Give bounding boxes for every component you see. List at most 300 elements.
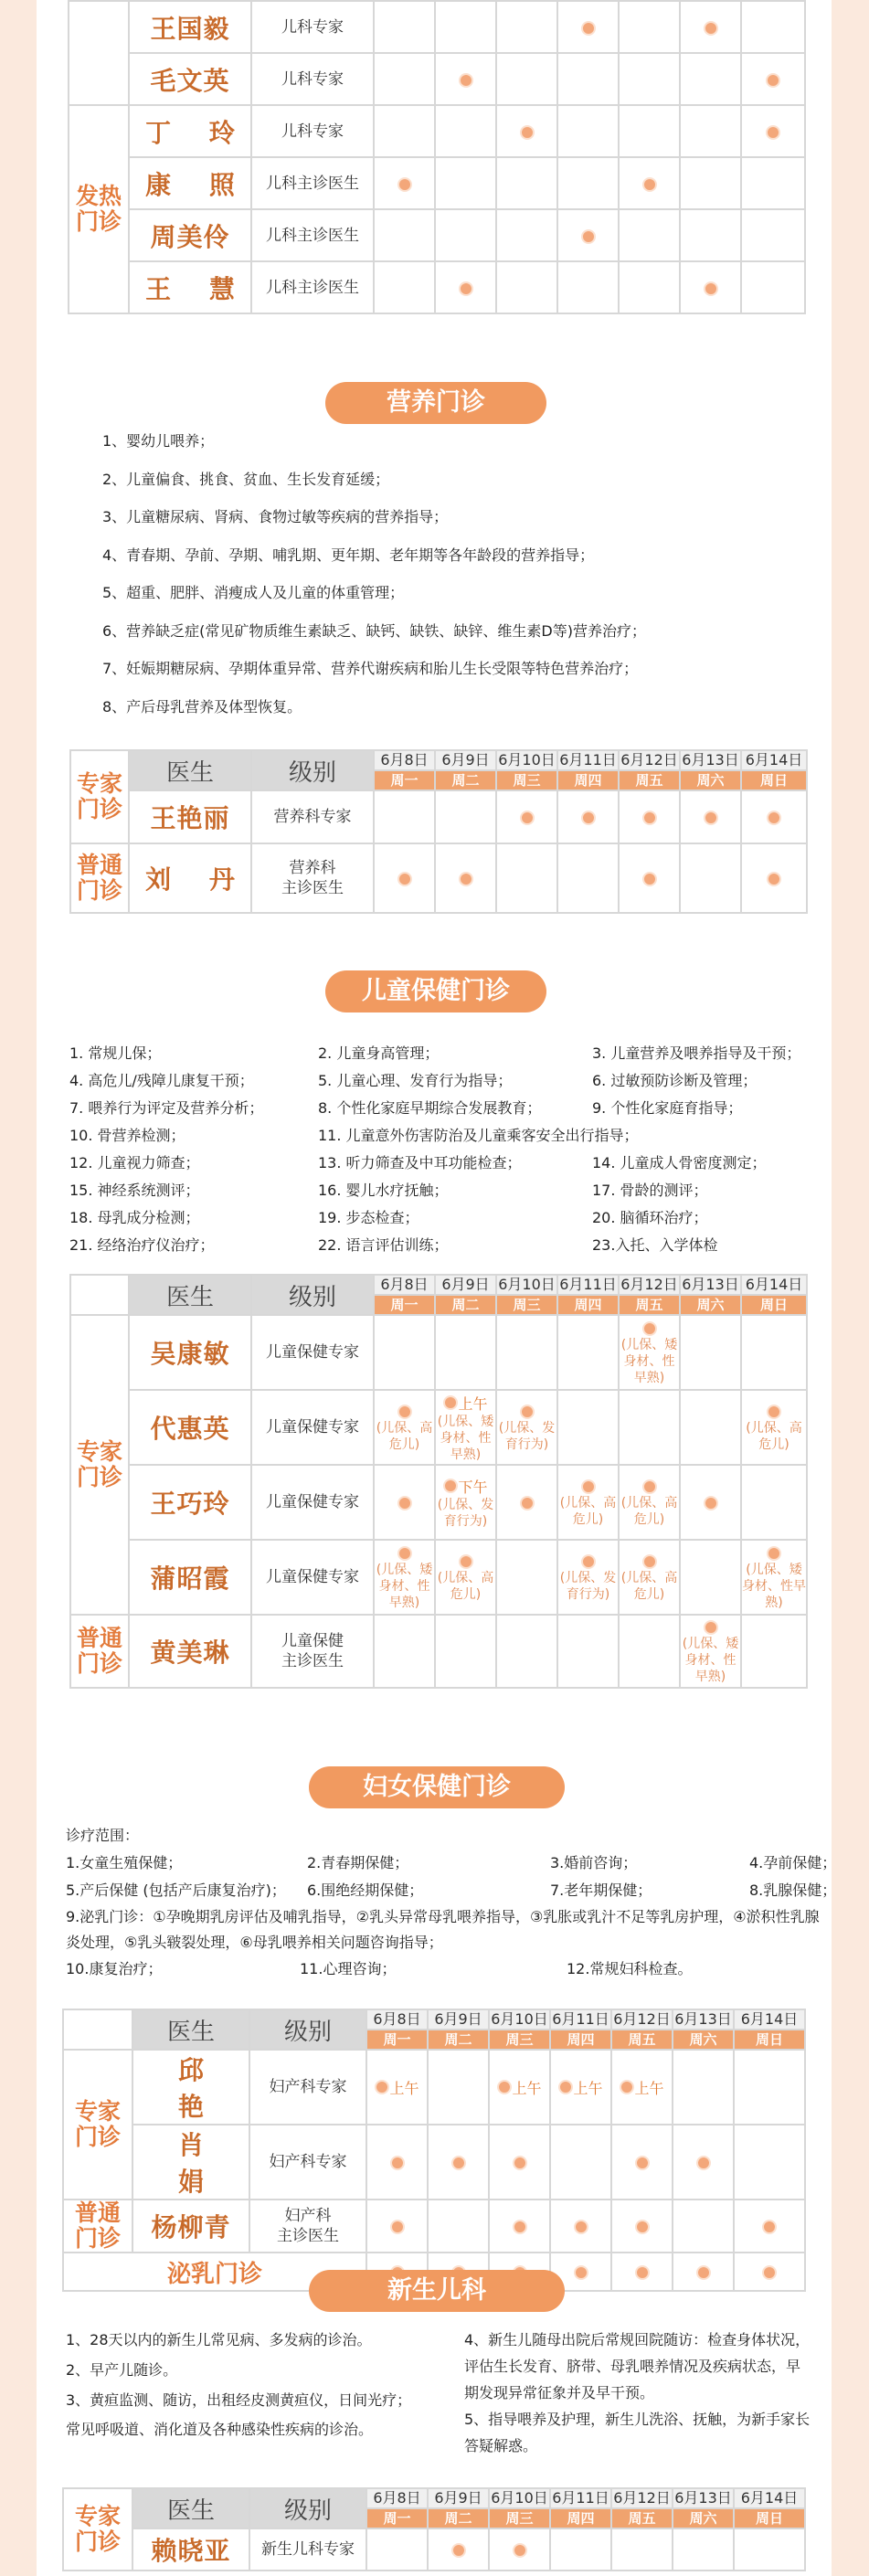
schedule-cell-content bbox=[681, 1618, 740, 1685]
women-health-item: 12.常规妇科检查。 bbox=[567, 1960, 693, 1977]
schedule-dot-icon bbox=[390, 2156, 405, 2170]
schedule-cell bbox=[680, 1390, 741, 1465]
date-cell: 6月14日 bbox=[734, 2009, 805, 2030]
child-health-item: 17. 骨龄的测评； bbox=[592, 1182, 708, 1199]
schedule-cell bbox=[741, 1540, 807, 1615]
schedule-cell-top bbox=[681, 1618, 740, 1636]
date-cell: 6月12日 bbox=[619, 750, 680, 770]
schedule-cell bbox=[496, 53, 557, 105]
date-cell: 6月9日 bbox=[428, 2009, 489, 2030]
schedule-cell bbox=[680, 1465, 741, 1540]
schedule-cell bbox=[557, 105, 619, 157]
lactation-clinic-label: 泌乳门诊 bbox=[63, 2253, 366, 2291]
schedule-cell-content bbox=[742, 1544, 806, 1611]
schedule-cell bbox=[435, 157, 496, 209]
schedule-cell bbox=[366, 2200, 428, 2253]
weekday-cell: 周四 bbox=[550, 2030, 611, 2050]
schedule-cell bbox=[680, 790, 741, 843]
schedule-cell bbox=[611, 2253, 673, 2291]
doctor-name: 吴康敏 bbox=[129, 1315, 251, 1390]
child-health-item: 8. 个性化家庭早期综合发展教育； bbox=[318, 1099, 542, 1117]
weekday-cell: 周三 bbox=[496, 1295, 557, 1315]
weekday-cell: 周日 bbox=[734, 2508, 805, 2528]
schedule-dot-icon bbox=[574, 2220, 588, 2234]
service-note: (儿保、矮身材、性早熟) bbox=[742, 1562, 806, 1610]
schedule-dot-icon bbox=[767, 811, 781, 825]
schedule-cell bbox=[680, 209, 741, 261]
schedule-dot-icon bbox=[642, 1479, 657, 1494]
doctor-name: 王巧玲 bbox=[129, 1465, 251, 1540]
schedule-cell bbox=[489, 2050, 550, 2125]
doctor-level: 新生儿科专家 bbox=[249, 2528, 366, 2571]
weekday-cell: 周一 bbox=[374, 770, 435, 790]
schedule-cell bbox=[557, 157, 619, 209]
nutrition-schedule-table bbox=[69, 749, 808, 914]
schedule-cell bbox=[496, 157, 557, 209]
date-cell: 6月14日 bbox=[741, 750, 807, 770]
doctor-name: 周美伶 bbox=[129, 209, 251, 261]
date-cell: 6月8日 bbox=[374, 1275, 435, 1295]
schedule-cell bbox=[680, 261, 741, 313]
doctor-level: 儿科专家 bbox=[251, 1, 374, 53]
date-cell: 6月11日 bbox=[550, 2488, 611, 2508]
nutrition-item: 5、超重、肥胖、消瘦成人及儿童的体重管理； bbox=[102, 584, 405, 601]
schedule-cell bbox=[673, 2125, 734, 2200]
schedule-dot-icon bbox=[397, 1405, 412, 1419]
schedule-cell bbox=[489, 2125, 550, 2200]
schedule-cell bbox=[435, 53, 496, 105]
date-cell: 6月12日 bbox=[611, 2488, 673, 2508]
schedule-cell bbox=[673, 2528, 734, 2571]
newborn-item: 常见呼吸道、消化道及各种感染性疾病的诊治。 bbox=[66, 2421, 374, 2438]
newborn-item: 4、新生儿随母出院后常规回院随访：检查身体状况， bbox=[464, 2331, 811, 2348]
category-label: 专家 门诊 bbox=[63, 2488, 132, 2571]
schedule-cell bbox=[496, 790, 557, 843]
schedule-cell-content bbox=[558, 1478, 618, 1528]
date-cell: 6月14日 bbox=[741, 1275, 807, 1295]
child-health-item: 10. 骨营养检测； bbox=[69, 1127, 185, 1144]
schedule-cell-top bbox=[620, 1320, 679, 1337]
date-cell: 6月8日 bbox=[366, 2488, 428, 2508]
schedule-cell bbox=[619, 157, 680, 209]
child-health-item: 23.入托、入学体检 bbox=[592, 1236, 718, 1254]
service-note: (儿保、矮身材、性早熟) bbox=[437, 1414, 494, 1462]
schedule-cell-top bbox=[375, 1544, 434, 1562]
time-slot-label: 上午 bbox=[573, 2079, 603, 2097]
schedule-cell bbox=[680, 157, 741, 209]
schedule-cell bbox=[673, 2253, 734, 2291]
schedule-dot-icon bbox=[397, 1496, 412, 1511]
nutrition-items bbox=[102, 429, 815, 740]
child-health-item: 12. 儿童视力筛查； bbox=[69, 1154, 200, 1171]
schedule-cell bbox=[435, 1, 496, 53]
schedule-cell bbox=[680, 1, 741, 53]
schedule-cell bbox=[557, 261, 619, 313]
schedule-cell-content bbox=[497, 1403, 556, 1453]
service-note: (儿保、高危儿) bbox=[746, 1420, 802, 1452]
schedule-dot-icon bbox=[513, 2220, 527, 2234]
schedule-cell bbox=[435, 1540, 496, 1615]
child-health-item: 20. 脑循环治疗； bbox=[592, 1209, 708, 1226]
schedule-dot-icon bbox=[459, 281, 473, 296]
schedule-dot-icon bbox=[459, 1554, 473, 1569]
schedule-cell bbox=[496, 1390, 557, 1465]
date-cell: 6月10日 bbox=[496, 1275, 557, 1295]
schedule-cell bbox=[680, 105, 741, 157]
date-cell: 6月8日 bbox=[374, 750, 435, 770]
weekday-cell: 周四 bbox=[550, 2508, 611, 2528]
child-health-item: 22. 语言评估训练； bbox=[318, 1236, 449, 1254]
weekday-cell: 周六 bbox=[673, 2030, 734, 2050]
schedule-cell bbox=[619, 1615, 680, 1688]
weekday-cell: 周五 bbox=[611, 2030, 673, 2050]
weekday-cell: 周五 bbox=[611, 2508, 673, 2528]
service-note: (儿保、矮身材、性早熟) bbox=[620, 1337, 678, 1385]
date-cell: 6月8日 bbox=[366, 2009, 428, 2030]
weekday-cell: 周三 bbox=[489, 2030, 550, 2050]
newborn-item: 2、早产儿随诊。 bbox=[66, 2361, 178, 2379]
weekday-cell: 周三 bbox=[489, 2508, 550, 2528]
service-note: (儿保、高危儿) bbox=[437, 1570, 494, 1602]
women-health-item: 8.乳腺保健； bbox=[749, 1882, 837, 1899]
doctor-name: 王艳丽 bbox=[129, 790, 251, 843]
table-row bbox=[69, 261, 805, 313]
schedule-cell bbox=[741, 1315, 807, 1390]
schedule-cell bbox=[374, 105, 435, 157]
nutrition-item: 3、儿童糖尿病、肾病、食物过敏等疾病的营养指导； bbox=[102, 508, 449, 525]
schedule-dot-icon bbox=[642, 872, 657, 886]
doctor-level: 儿科专家 bbox=[251, 105, 374, 157]
schedule-cell bbox=[673, 2050, 734, 2125]
weekday-cell: 周日 bbox=[734, 2030, 805, 2050]
doctor-name: 王 慧 bbox=[129, 261, 251, 313]
date-cell: 6月12日 bbox=[619, 1275, 680, 1295]
schedule-cell bbox=[435, 1615, 496, 1688]
weekday-cell: 周五 bbox=[619, 770, 680, 790]
child-health-schedule-table bbox=[69, 1274, 808, 1689]
schedule-cell-content bbox=[436, 1476, 495, 1530]
date-cell: 6月9日 bbox=[428, 2488, 489, 2508]
schedule-cell-content bbox=[436, 1553, 495, 1603]
schedule-dot-icon bbox=[520, 125, 535, 140]
schedule-cell-top bbox=[742, 1403, 806, 1420]
schedule-cell-content bbox=[436, 1393, 495, 1463]
child-health-item: 7. 喂养行为评定及营养分析； bbox=[69, 1099, 264, 1117]
schedule-cell bbox=[619, 1540, 680, 1615]
service-note: (儿保、高危儿) bbox=[376, 1420, 433, 1452]
weekday-cell: 周日 bbox=[741, 770, 807, 790]
doctor-name: 毛文英 bbox=[129, 53, 251, 105]
table-row bbox=[70, 1615, 807, 1688]
schedule-dot-icon bbox=[451, 2543, 466, 2558]
category-blank bbox=[63, 2009, 132, 2050]
doctor-level: 儿童保健专家 bbox=[251, 1465, 374, 1540]
schedule-cell bbox=[550, 2200, 611, 2253]
doctor-name: 蒲昭霞 bbox=[129, 1540, 251, 1615]
child-health-item: 16. 婴儿水疗抚触； bbox=[318, 1182, 449, 1199]
child-health-item: 2. 儿童身高管理； bbox=[318, 1044, 440, 1062]
schedule-cell bbox=[374, 790, 435, 843]
schedule-cell bbox=[428, 2528, 489, 2571]
women-health-schedule-table bbox=[62, 2009, 806, 2292]
schedule-cell bbox=[374, 209, 435, 261]
category-label: 专家 门诊 bbox=[70, 1315, 129, 1615]
weekday-cell: 周一 bbox=[374, 1295, 435, 1315]
date-cell: 6月10日 bbox=[489, 2488, 550, 2508]
schedule-dot-icon bbox=[581, 1554, 596, 1569]
child-health-item: 5. 儿童心理、发育行为指导； bbox=[318, 1072, 513, 1089]
child-health-item: 15. 神经系统测评； bbox=[69, 1182, 200, 1199]
newborn-item: 1、28天以内的新生儿常见病、多发病的诊治。 bbox=[66, 2331, 372, 2348]
schedule-dot-icon bbox=[581, 21, 596, 36]
category-label: 普通 门诊 bbox=[70, 843, 129, 913]
table-row bbox=[70, 1390, 807, 1465]
schedule-cell bbox=[496, 1540, 557, 1615]
schedule-cell bbox=[496, 1315, 557, 1390]
child-health-item: 19. 步态检查； bbox=[318, 1209, 419, 1226]
date-cell: 6月9日 bbox=[435, 750, 496, 770]
schedule-cell bbox=[619, 1465, 680, 1540]
newborn-item: 5、指导喂养及护理，新生儿洗浴、抚触，为新手家长 bbox=[464, 2411, 811, 2428]
doctor-level: 儿科主诊医生 bbox=[251, 209, 374, 261]
doctor-name: 黄美琳 bbox=[129, 1615, 251, 1688]
weekday-cell: 周四 bbox=[557, 770, 619, 790]
category-label: 专家 门诊 bbox=[70, 750, 129, 843]
time-slot-label: 上午 bbox=[634, 2079, 664, 2097]
nutrition-item: 4、青春期、孕前、孕期、哺乳期、更年期、老年期等各年龄段的营养指导； bbox=[102, 546, 595, 564]
nutrition-item: 8、产后母乳营养及体型恢复。 bbox=[102, 697, 302, 716]
service-note: (儿保、高危儿) bbox=[620, 1570, 678, 1602]
schedule-cell-top bbox=[497, 1403, 556, 1420]
category-label: 专家 门诊 bbox=[63, 2050, 132, 2200]
schedule-cell-content bbox=[620, 1553, 679, 1603]
schedule-cell bbox=[366, 2050, 428, 2125]
schedule-cell bbox=[680, 1615, 741, 1688]
schedule-cell bbox=[734, 2528, 805, 2571]
doctor-level: 儿童保健专家 bbox=[251, 1540, 374, 1615]
newborn-schedule-table bbox=[62, 2487, 806, 2571]
schedule-cell bbox=[374, 1615, 435, 1688]
nutrition-title: 营养门诊 bbox=[325, 382, 546, 424]
schedule-cell bbox=[741, 53, 805, 105]
weekday-cell: 周二 bbox=[428, 2508, 489, 2528]
schedule-dot-icon bbox=[767, 872, 781, 886]
date-cell: 6月10日 bbox=[489, 2009, 550, 2030]
schedule-cell bbox=[435, 1465, 496, 1540]
date-row bbox=[70, 750, 807, 770]
schedule-dot-icon bbox=[704, 1496, 718, 1511]
category-label: 发热 门诊 bbox=[69, 105, 129, 313]
schedule-cell bbox=[496, 843, 557, 913]
newborn-item: 3、黄疸监测、随访，出租经皮测黄疸仪，日间光疗； bbox=[66, 2391, 412, 2409]
date-cell: 6月11日 bbox=[557, 1275, 619, 1295]
schedule-dot-icon bbox=[766, 73, 780, 88]
newborn-item: 期发现异常征象并及早干预。 bbox=[464, 2384, 655, 2401]
doctor-header: 医生 bbox=[129, 750, 251, 790]
fever-schedule-table bbox=[68, 0, 806, 314]
weekday-cell: 周五 bbox=[619, 1295, 680, 1315]
doctor-name: 赖晓亚 bbox=[132, 2528, 249, 2571]
schedule-cell bbox=[680, 1315, 741, 1390]
schedule-cell bbox=[435, 209, 496, 261]
schedule-cell bbox=[557, 1465, 619, 1540]
schedule-dot-icon bbox=[635, 2265, 650, 2280]
schedule-dot-icon bbox=[767, 1405, 781, 1419]
schedule-dot-icon bbox=[704, 1620, 718, 1635]
schedule-cell bbox=[374, 1, 435, 53]
schedule-cell bbox=[557, 1540, 619, 1615]
newborn-item: 答疑解惑。 bbox=[464, 2437, 538, 2454]
schedule-cell bbox=[741, 1465, 807, 1540]
schedule-dot-icon bbox=[397, 872, 412, 886]
women-health-item: 2.青春期保健； bbox=[307, 1854, 409, 1871]
schedule-cell bbox=[557, 53, 619, 105]
schedule-dot-icon bbox=[704, 281, 718, 296]
schedule-cell-content bbox=[375, 1403, 434, 1453]
schedule-cell-top bbox=[436, 1393, 495, 1414]
schedule-cell-top bbox=[436, 1476, 495, 1497]
weekday-cell: 周四 bbox=[557, 1295, 619, 1315]
schedule-dot-icon bbox=[443, 1479, 458, 1493]
weekday-cell: 周一 bbox=[366, 2508, 428, 2528]
doctor-name: 王国毅 bbox=[129, 1, 251, 53]
schedule-cell bbox=[611, 2528, 673, 2571]
schedule-cell bbox=[366, 2125, 428, 2200]
women-health-title: 妇女保健门诊 bbox=[309, 1766, 565, 1808]
date-cell: 6月13日 bbox=[673, 2488, 734, 2508]
schedule-dot-icon bbox=[635, 2220, 650, 2234]
schedule-cell bbox=[557, 1, 619, 53]
schedule-cell-content bbox=[558, 1553, 618, 1603]
weekday-cell: 周二 bbox=[435, 1295, 496, 1315]
nutrition-item: 1、婴幼儿喂养； bbox=[102, 432, 215, 450]
schedule-cell bbox=[428, 2050, 489, 2125]
schedule-cell bbox=[489, 2200, 550, 2253]
schedule-dot-icon bbox=[581, 229, 596, 244]
level-header: 级别 bbox=[249, 2488, 366, 2528]
women-health-item: 3.婚前咨询； bbox=[550, 1854, 638, 1871]
women-lactation-para: 9.泌乳门诊：①孕晚期乳房评估及哺乳指导，②乳头异常母乳喂养指导，③乳胀或乳汁不足等乳房护理，④淤积性乳腺炎处理，⑤乳头皲裂处理，⑥母乳喂养相关问题咨询指导； bbox=[66, 1908, 820, 1951]
doctor-level: 妇产科专家 bbox=[249, 2125, 366, 2200]
schedule-cell bbox=[557, 790, 619, 843]
women-health-item: 4.孕前保健； bbox=[749, 1854, 837, 1871]
schedule-cell bbox=[374, 1540, 435, 1615]
service-note: (儿保、发育行为) bbox=[498, 1420, 556, 1452]
table-row bbox=[70, 1540, 807, 1615]
schedule-cell bbox=[741, 790, 807, 843]
schedule-dot-icon bbox=[390, 2220, 405, 2234]
child-health-item: 11. 儿童意外伤害防治及儿童乘客安全出行指导； bbox=[318, 1127, 639, 1144]
schedule-cell-top bbox=[558, 1478, 618, 1495]
schedule-cell bbox=[734, 2200, 805, 2253]
schedule-cell bbox=[374, 157, 435, 209]
table-row bbox=[70, 1315, 807, 1390]
category-label: 普通 门诊 bbox=[70, 1615, 129, 1688]
schedule-cell bbox=[557, 1315, 619, 1390]
weekday-cell: 周日 bbox=[741, 1295, 807, 1315]
schedule-dot-icon bbox=[581, 1479, 596, 1494]
schedule-cell bbox=[550, 2528, 611, 2571]
doctor-level: 儿科主诊医生 bbox=[251, 157, 374, 209]
schedule-cell bbox=[741, 209, 805, 261]
child-health-item: 9. 个性化家庭育指导； bbox=[592, 1099, 743, 1117]
doctor-name: 丁 玲 bbox=[129, 105, 251, 157]
schedule-cell bbox=[435, 843, 496, 913]
level-header: 级别 bbox=[249, 2009, 366, 2050]
schedule-cell bbox=[680, 843, 741, 913]
level-header: 级别 bbox=[251, 750, 374, 790]
table-row bbox=[69, 157, 805, 209]
date-cell: 6月12日 bbox=[611, 2009, 673, 2030]
schedule-dot-icon bbox=[642, 1321, 657, 1336]
schedule-dot-icon bbox=[513, 2156, 527, 2170]
doctor-level: 儿科专家 bbox=[251, 53, 374, 105]
schedule-cell bbox=[619, 1315, 680, 1390]
page bbox=[37, 0, 837, 2576]
schedule-cell bbox=[435, 790, 496, 843]
child-health-item: 14. 儿童成人骨密度测定； bbox=[592, 1154, 767, 1171]
schedule-cell bbox=[374, 1465, 435, 1540]
weekday-cell: 周六 bbox=[673, 2508, 734, 2528]
schedule-cell bbox=[496, 209, 557, 261]
schedule-cell bbox=[435, 1315, 496, 1390]
schedule-cell bbox=[489, 2528, 550, 2571]
schedule-cell bbox=[619, 843, 680, 913]
schedule-cell bbox=[435, 1390, 496, 1465]
schedule-dot-icon bbox=[642, 1554, 657, 1569]
schedule-dot-icon bbox=[762, 2265, 777, 2280]
newborn-item: 评估生长发育、脐带、母乳喂养情况及疾病状态，早 bbox=[464, 2358, 801, 2375]
child-health-item: 1. 常规儿保； bbox=[69, 1044, 162, 1062]
schedule-dot-icon bbox=[443, 1395, 458, 1410]
table-row bbox=[63, 2200, 805, 2253]
weekday-cell: 周六 bbox=[680, 770, 741, 790]
schedule-cell bbox=[734, 2050, 805, 2125]
schedule-dot-icon bbox=[375, 2080, 389, 2094]
schedule-cell bbox=[619, 790, 680, 843]
weekday-cell: 周一 bbox=[366, 2030, 428, 2050]
schedule-dot-icon bbox=[520, 811, 535, 825]
schedule-cell bbox=[741, 1, 805, 53]
category-label: 普通 门诊 bbox=[63, 2200, 132, 2253]
schedule-cell bbox=[734, 2125, 805, 2200]
schedule-dot-icon bbox=[520, 1496, 535, 1511]
women-health-item: 5.产后保健 (包括产后康复治疗)； bbox=[66, 1882, 286, 1899]
doctor-name: 肖 娟 bbox=[132, 2125, 249, 2200]
schedule-cell bbox=[611, 2050, 673, 2125]
nutrition-item: 2、儿童偏食、挑食、贫血、生长发育延缓； bbox=[102, 470, 390, 488]
schedule-cell bbox=[680, 1540, 741, 1615]
schedule-cell bbox=[550, 2050, 611, 2125]
schedule-dot-icon bbox=[451, 2156, 466, 2170]
weekday-cell: 周三 bbox=[496, 770, 557, 790]
schedule-cell bbox=[496, 1, 557, 53]
table-row bbox=[69, 209, 805, 261]
schedule-cell bbox=[741, 1615, 807, 1688]
schedule-cell bbox=[680, 53, 741, 105]
child-health-items bbox=[69, 1042, 819, 1261]
date-cell: 6月14日 bbox=[734, 2488, 805, 2508]
schedule-cell-content bbox=[620, 1478, 679, 1528]
doctor-header: 医生 bbox=[129, 1275, 251, 1315]
child-health-item: 13. 听力筛查及中耳功能检查； bbox=[318, 1154, 522, 1171]
table-row bbox=[69, 105, 805, 157]
schedule-cell bbox=[374, 1315, 435, 1390]
schedule-cell bbox=[496, 261, 557, 313]
doctor-name: 邱 艳 bbox=[132, 2050, 249, 2125]
schedule-cell bbox=[557, 209, 619, 261]
schedule-dot-icon bbox=[642, 177, 657, 192]
